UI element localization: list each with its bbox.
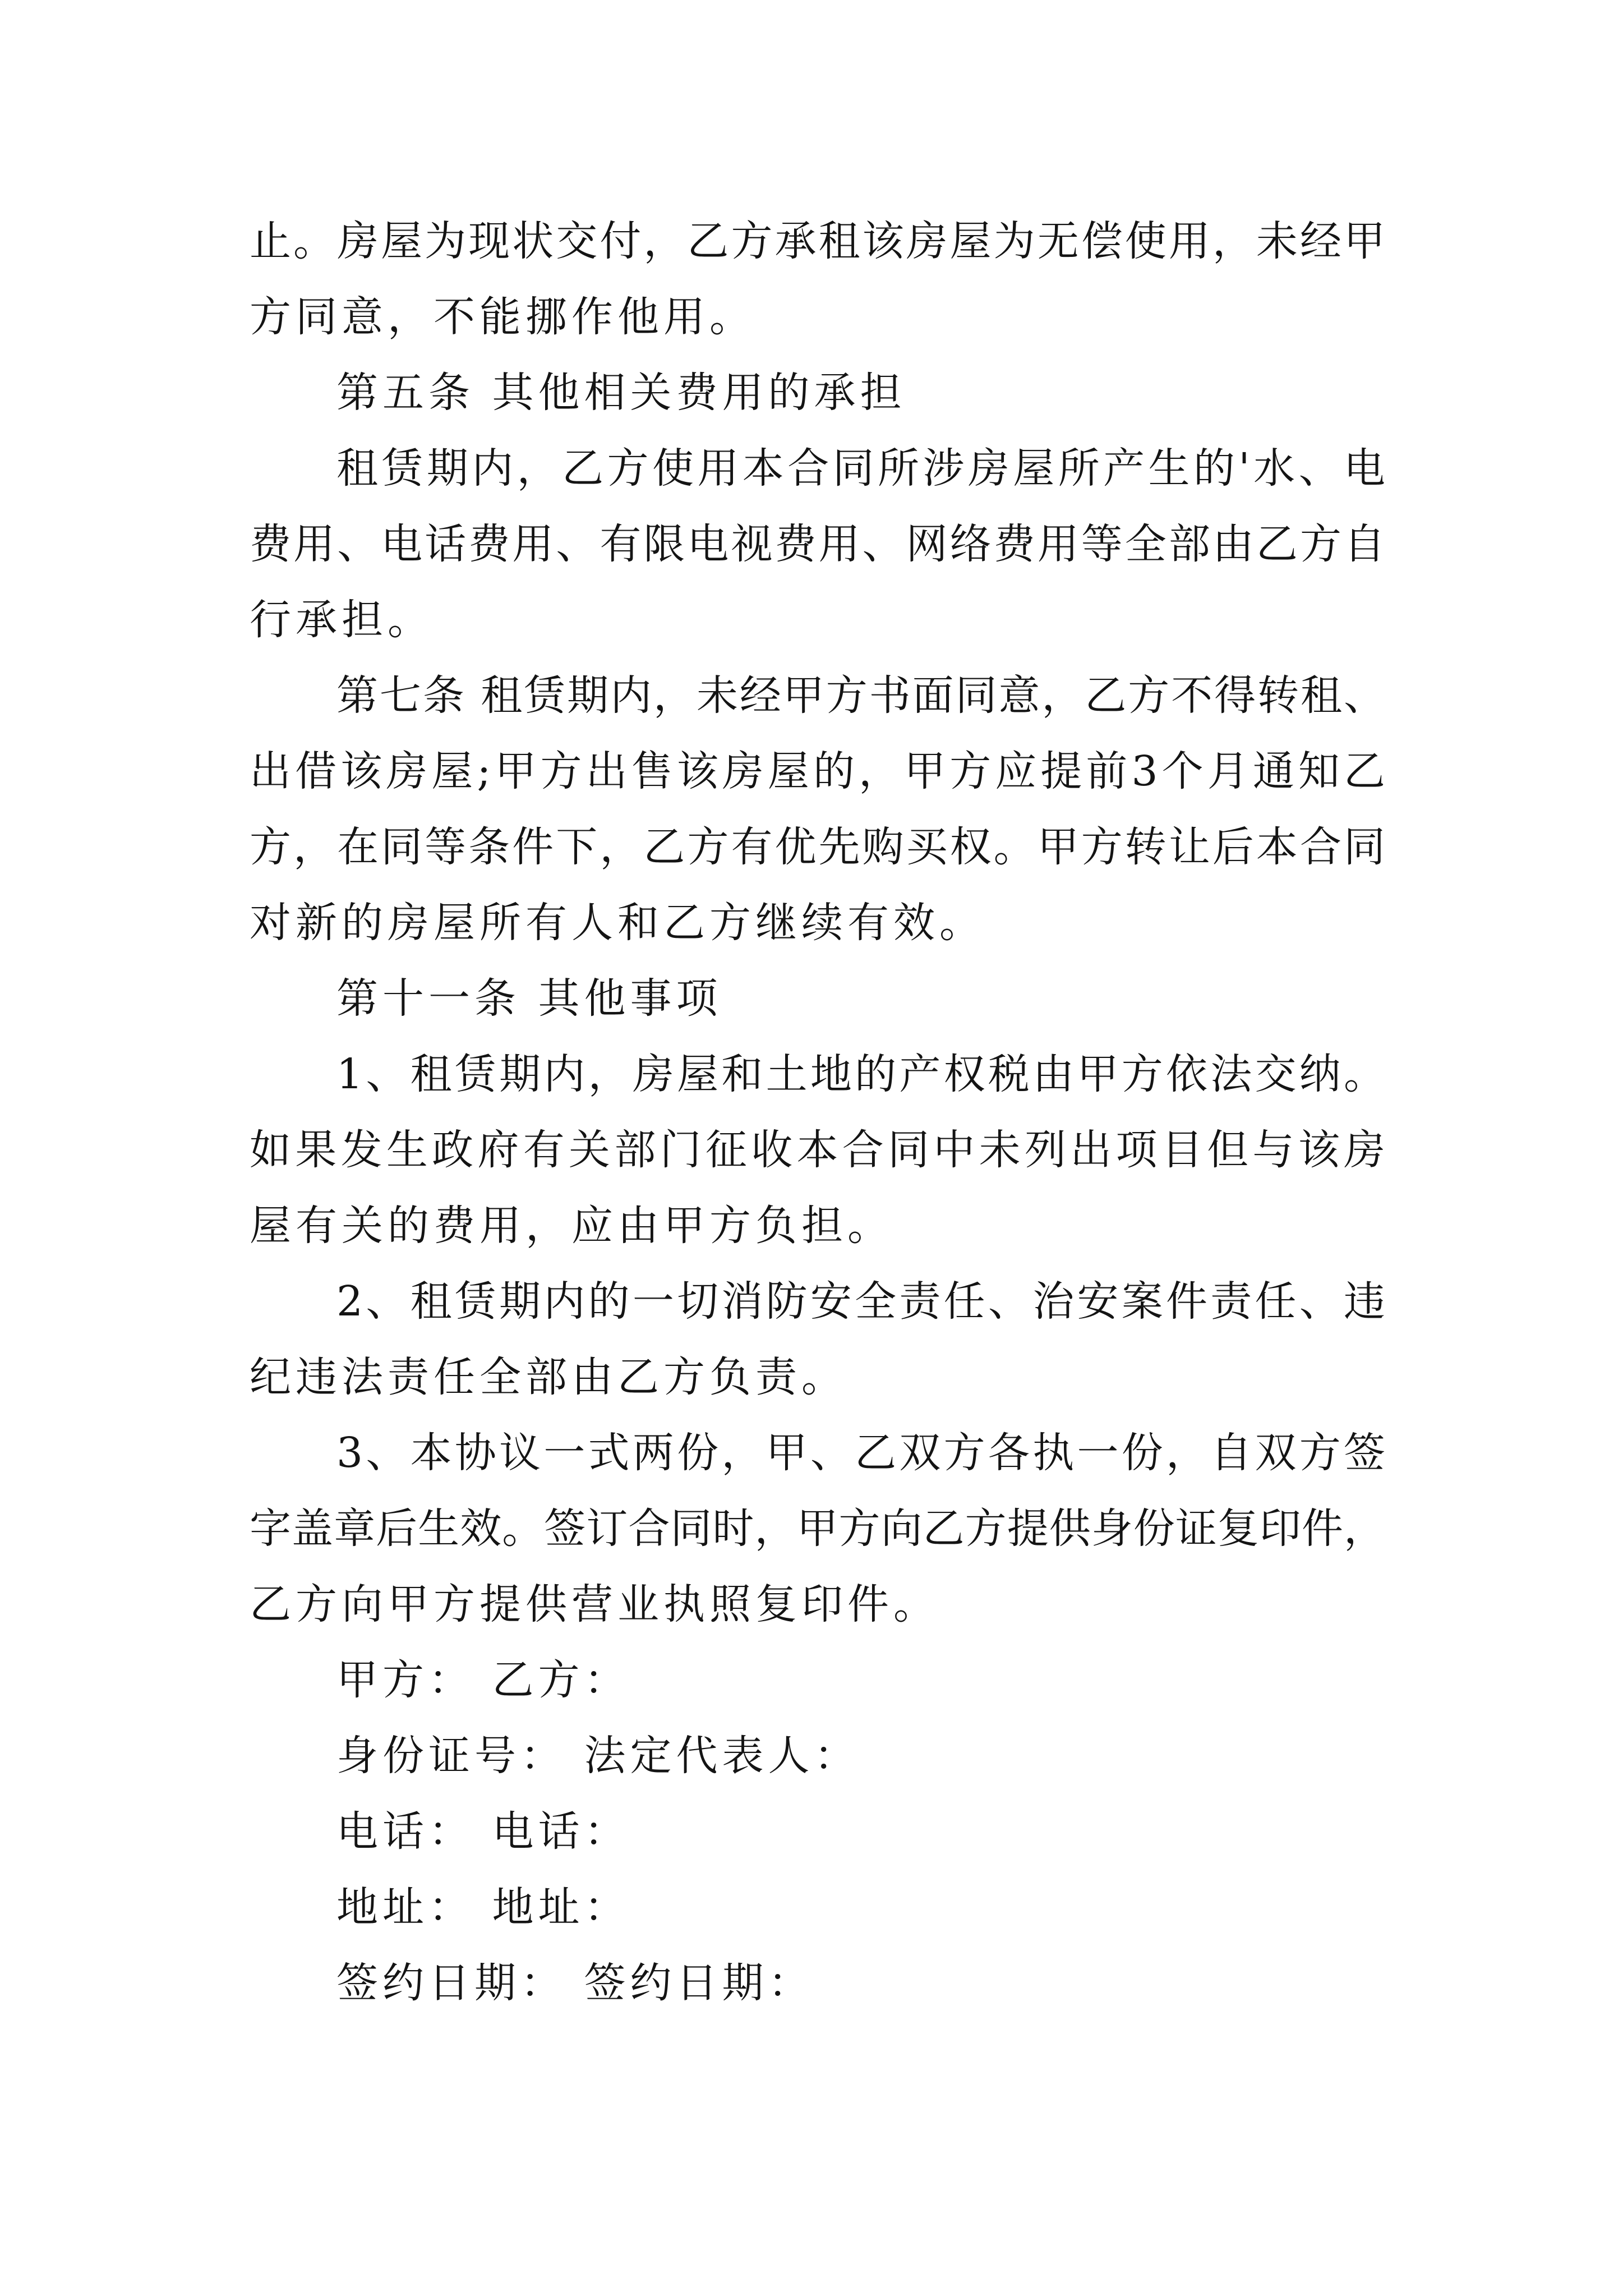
paragraph-line: 费用、电话费用、有限电视费用、网络费用等全部由乙方自 <box>250 520 1385 568</box>
section-heading-article-7: 第七条 租赁期内，未经甲方书面同意，乙方不得转租、 <box>336 671 1385 720</box>
list-item-2: 2、租赁期内的一切消防安全责任、治安案件责任、违 <box>336 1277 1385 1326</box>
paragraph-line: 字盖章后生效。签订合同时，甲方向乙方提供身份证复印件， <box>250 1504 1385 1553</box>
signature-phone-line: 电话： 电话： <box>336 1807 630 1856</box>
paragraph-line: 纪违法责任全部由乙方负责。 <box>250 1353 847 1401</box>
paragraph-line: 乙方向甲方提供营业执照复印件。 <box>250 1580 939 1628</box>
signature-id-line: 身份证号： 法定代表人： <box>336 1732 860 1780</box>
paragraph-line: 止。房屋为现状交付，乙方承租该房屋为无偿使用，未经甲 <box>250 217 1385 265</box>
paragraph-line: 屋有关的费用，应由甲方负担。 <box>250 1202 893 1250</box>
paragraph-line: 行承担。 <box>250 596 434 644</box>
section-heading-article-5: 第五条 其他相关费用的承担 <box>336 369 906 417</box>
signature-address-line: 地址： 地址： <box>336 1883 630 1931</box>
paragraph-line: 对新的房屋所有人和乙方继续有效。 <box>250 899 985 947</box>
paragraph-line: 租赁期内，乙方使用本合同所涉房屋所产生的'水、电 <box>336 444 1385 493</box>
paragraph-line: 方同意，不能挪作他用。 <box>250 293 755 341</box>
section-heading-article-11: 第十一条 其他事项 <box>336 974 722 1023</box>
paragraph-line: 出借该房屋;甲方出售该房屋的，甲方应提前3个月通知乙 <box>250 747 1385 795</box>
list-item-1: 1、租赁期内，房屋和土地的产权税由甲方依法交纳。 <box>336 1050 1385 1098</box>
signature-party-line: 甲方： 乙方： <box>336 1656 630 1704</box>
paragraph-line: 方，在同等条件下，乙方有优先购买权。甲方转让后本合同 <box>250 823 1385 871</box>
signature-date-line: 签约日期： 签约日期： <box>336 1959 814 2007</box>
list-item-3: 3、本协议一式两份，甲、乙双方各执一份，自双方签 <box>336 1429 1385 1477</box>
paragraph-line: 如果发生政府有关部门征收本合同中未列出项目但与该房 <box>250 1126 1385 1174</box>
